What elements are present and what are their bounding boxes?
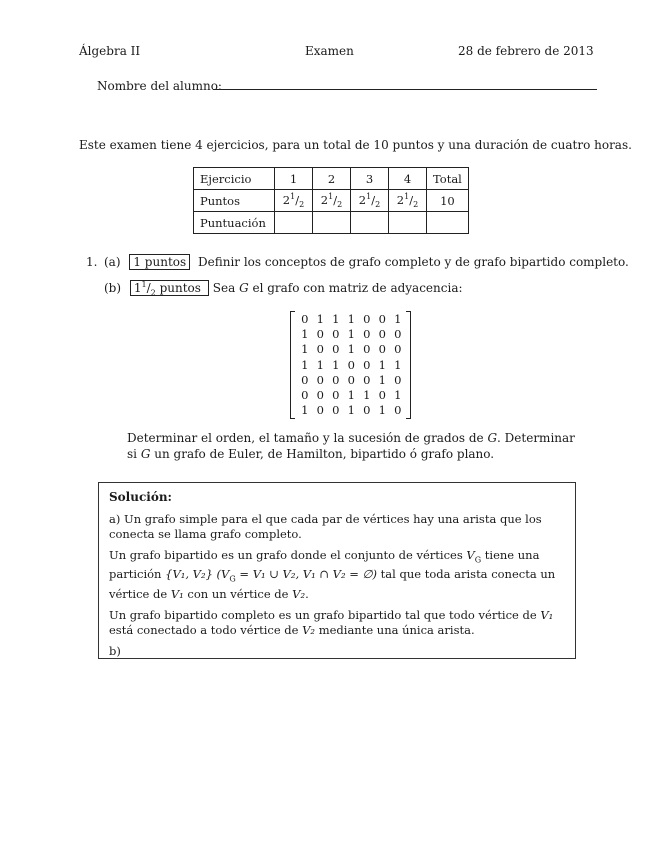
text: tal que toda arista conecta un vértice de: [109, 567, 556, 601]
points-frac-num: 1: [366, 191, 372, 201]
solution-paragraph: b): [109, 643, 121, 658]
grade-row-points: [194, 190, 469, 212]
task-text: un grafo de Euler, de Hamilton, bipartido ó grafo plano.: [154, 447, 495, 461]
math: V₂: [302, 622, 316, 637]
matrix-entry: 0: [316, 342, 324, 357]
task-text: . Determinar si: [127, 431, 575, 461]
matrix-entry: 0: [301, 387, 309, 402]
question-1a: [104, 255, 629, 269]
points-frac-den: 2: [413, 200, 419, 210]
text: está conectado a todo vértice de: [109, 622, 299, 637]
var-g: G: [140, 447, 151, 461]
var-g: G: [239, 281, 249, 295]
exam-title: Examen: [305, 44, 354, 58]
matrix-entry: 0: [332, 342, 340, 357]
points-whole: 2: [320, 192, 329, 207]
row-label: Puntos: [194, 190, 275, 212]
text: Un grafo bipartido es un grafo donde el conjunto de vértices: [109, 548, 463, 562]
score-cell[interactable]: [275, 212, 313, 234]
matrix-entry: 1: [347, 312, 355, 326]
points-frac-num: 1: [141, 280, 147, 289]
matrix-entry: 0: [316, 372, 324, 387]
matrix-entry: 0: [301, 312, 309, 326]
points-cell: $2^1/_2$: [389, 190, 427, 212]
matrix-entry: 1: [394, 357, 402, 372]
matrix-entry: 0: [394, 327, 402, 342]
math: V₂: [292, 586, 306, 601]
math: = V₁ ∪ V₂, V₁ ∩ V₂ = ∅): [235, 567, 378, 582]
question-1b-task: [127, 430, 587, 462]
points-box: 1 puntos: [129, 254, 190, 270]
matrix-entry: 0: [347, 372, 355, 387]
points-frac-num: 1: [404, 191, 410, 201]
text: Un grafo bipartido completo es un grafo bipartido tal que todo vértice de: [109, 607, 537, 622]
row-label: Ejercicio: [194, 168, 275, 190]
matrix-entry: 1: [301, 403, 309, 418]
matrix-entry: 1: [347, 342, 355, 357]
text: con un vértice de: [187, 586, 289, 601]
solution-paragraph: a) Un grafo simple para el que cada par de vértices hay una arista que los conecta se llama grafo completo.: [109, 512, 542, 541]
matrix-entry: 1: [347, 327, 355, 342]
exam-date: 28 de febrero de 2013: [458, 44, 594, 58]
matrix-entry: 0: [394, 342, 402, 357]
points-frac-num: 1: [328, 191, 334, 201]
matrix-entry: 1: [378, 357, 386, 372]
text: .: [305, 586, 309, 601]
math: V₁: [170, 586, 184, 601]
matrix-entry: 0: [332, 327, 340, 342]
matrix-entry: 1: [316, 312, 324, 326]
points-cell: $2^1/_2$: [313, 190, 351, 212]
matrix-entry: 0: [363, 372, 371, 387]
total-points: 10: [427, 190, 469, 212]
grade-table: [193, 167, 469, 234]
matrix-entry: 1: [347, 387, 355, 402]
matrix-entry: 0: [332, 403, 340, 418]
points-cell: $2^1/_2$: [351, 190, 389, 212]
student-name-field[interactable]: [213, 89, 597, 90]
part-label: (b): [104, 281, 122, 295]
points-frac-den: 2: [150, 288, 156, 298]
matrix-entry: 0: [347, 357, 355, 372]
matrix-entry: 0: [332, 372, 340, 387]
matrix-entry: 0: [301, 372, 309, 387]
matrix-entry: 0: [316, 327, 324, 342]
text-post: el grafo con matriz de adyacencia:: [252, 281, 463, 295]
points-frac-den: 2: [375, 200, 381, 210]
score-cell[interactable]: [351, 212, 389, 234]
course-title: Álgebra II: [79, 44, 141, 58]
matrix-entry: 1: [363, 387, 371, 402]
points-whole: 2: [282, 192, 291, 207]
matrix-entry: 1: [301, 327, 309, 342]
matrix-entry: 0: [363, 357, 371, 372]
task-text: Determinar el orden, el tamaño y la sucesión de grados de: [127, 431, 484, 445]
matrix-entry: 1: [332, 357, 340, 372]
score-cell[interactable]: [313, 212, 351, 234]
matrix-entry: 0: [316, 387, 324, 402]
points-frac-den: 2: [299, 200, 305, 210]
solution-box[interactable]: [98, 482, 576, 659]
score-cell[interactable]: [389, 212, 427, 234]
matrix-entry: 0: [332, 387, 340, 402]
grade-row-exercise: [194, 168, 469, 190]
part-label: (a): [104, 255, 121, 269]
matrix-entry: 1: [394, 312, 402, 326]
points-cell: $2^1/_2$: [275, 190, 313, 212]
solution-paragraph: [109, 548, 565, 602]
points-whole: 2: [358, 192, 367, 207]
adjacency-matrix: [290, 311, 411, 419]
total-score-cell[interactable]: [427, 212, 469, 234]
matrix-entry: 0: [394, 403, 402, 418]
points-unit: puntos: [159, 281, 201, 295]
exercise-number: 4: [389, 168, 427, 190]
text: tiene una partición: [109, 548, 540, 582]
row-label: Puntuación: [194, 212, 275, 234]
math: V: [466, 548, 475, 562]
math: V₁: [540, 607, 554, 622]
matrix-entry: 0: [316, 403, 324, 418]
matrix-grid: [297, 312, 406, 418]
matrix-entry: 0: [363, 312, 371, 326]
matrix-entry: 1: [347, 403, 355, 418]
points-frac-den: 2: [337, 200, 343, 210]
solution-title: Solución:: [109, 490, 172, 504]
text-pre: Sea: [212, 281, 236, 295]
matrix-entry: 1: [301, 357, 309, 372]
right-bracket: [406, 311, 411, 419]
matrix-entry: 0: [394, 372, 402, 387]
matrix-entry: 0: [363, 403, 371, 418]
matrix-entry: 1: [394, 387, 402, 402]
points-whole: 1: [133, 281, 142, 295]
matrix-entry: 1: [332, 312, 340, 326]
math: {V₁, V₂} (V: [165, 567, 230, 582]
var-g: G: [487, 431, 498, 445]
matrix-entry: 1: [316, 357, 324, 372]
math-sub: G: [474, 555, 482, 565]
matrix-entry: 0: [378, 342, 386, 357]
left-bracket: [290, 311, 295, 419]
matrix-entry: 1: [378, 403, 386, 418]
math-sub: G: [229, 574, 236, 584]
total-header: Total: [427, 168, 469, 190]
matrix-entry: 0: [378, 327, 386, 342]
question-1b: [104, 280, 463, 297]
matrix-entry: 0: [363, 342, 371, 357]
exercise-number: 2: [313, 168, 351, 190]
matrix-entry: 0: [363, 327, 371, 342]
points-box: $1^1/_2$ puntos: [130, 280, 209, 296]
student-name-label: Nombre del alumno:: [97, 79, 222, 93]
text: mediante una única arista.: [318, 622, 475, 637]
solution-paragraph: [109, 608, 565, 638]
matrix-entry: 1: [378, 372, 386, 387]
points-whole: 2: [396, 192, 405, 207]
exam-intro: Este examen tiene 4 ejercicios, para un total de 10 puntos y una duración de cuatro horas.: [79, 138, 632, 152]
matrix-entry: 0: [378, 387, 386, 402]
exercise-number: 1: [275, 168, 313, 190]
points-frac-num: 1: [290, 191, 296, 201]
matrix-entry: 0: [378, 312, 386, 326]
question-text: Definir los conceptos de grafo completo y de grafo bipartido completo.: [197, 255, 629, 269]
exercise-number: 3: [351, 168, 389, 190]
grade-row-score: [194, 212, 469, 234]
matrix-entry: 1: [301, 342, 309, 357]
question-number: 1.: [86, 255, 98, 269]
